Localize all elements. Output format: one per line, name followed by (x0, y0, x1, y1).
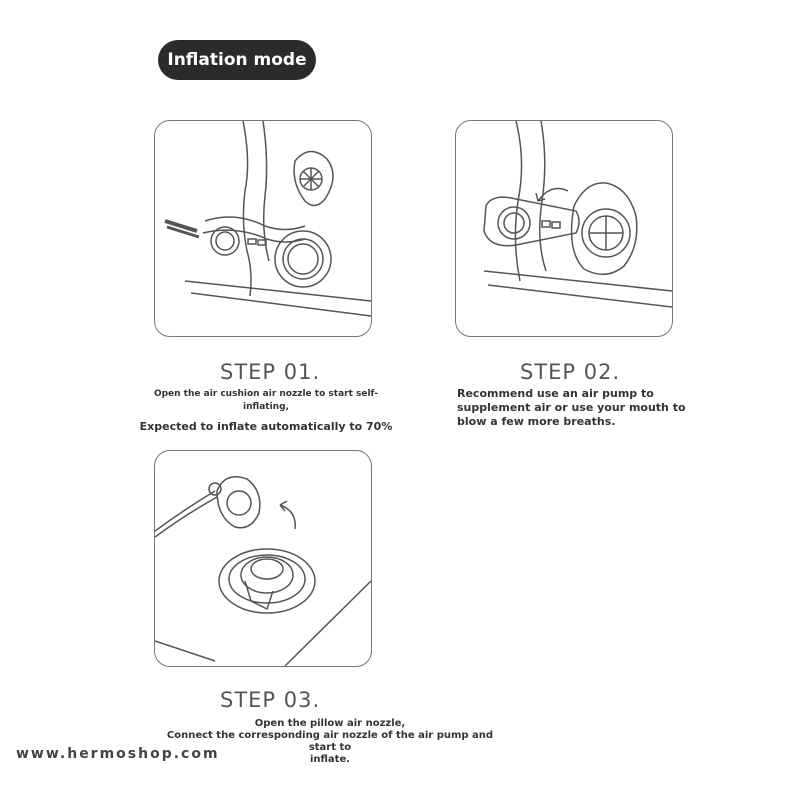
step-2-line-3: blow a few more breaths. (457, 415, 616, 428)
step-1-illustration (154, 120, 372, 337)
step-3-line-2: Connect the corresponding air nozzle of the air pump and start to (166, 730, 494, 753)
step-3-illustration (154, 450, 372, 667)
step-1-line-2: Expected to inflate automatically to 70% (139, 420, 393, 433)
website-watermark: www.hermoshop.com (16, 746, 220, 762)
step-2-title: STEP 02. (520, 360, 621, 384)
step-2-description (457, 387, 697, 429)
step-3-title: STEP 03. (220, 688, 321, 712)
step-1-line-1: Open the air cushion air nozzle to start self-inflating, (153, 389, 379, 412)
step-1-title: STEP 01. (220, 360, 321, 384)
step-2-line-2: supplement air or use your mouth to (457, 401, 686, 414)
step-1-description (136, 388, 396, 433)
step-3-line-1: Open the pillow air nozzle, (254, 718, 406, 729)
valve-open-illustration (155, 121, 371, 336)
pillow-valve-illustration (155, 451, 371, 666)
step-2-illustration (455, 120, 673, 337)
inflation-mode-badge: Inflation mode (158, 40, 316, 80)
valve-pump-illustration (456, 121, 672, 336)
step-3-line-3: inflate. (309, 754, 351, 765)
step-2-line-1: Recommend use an air pump to (457, 387, 654, 400)
